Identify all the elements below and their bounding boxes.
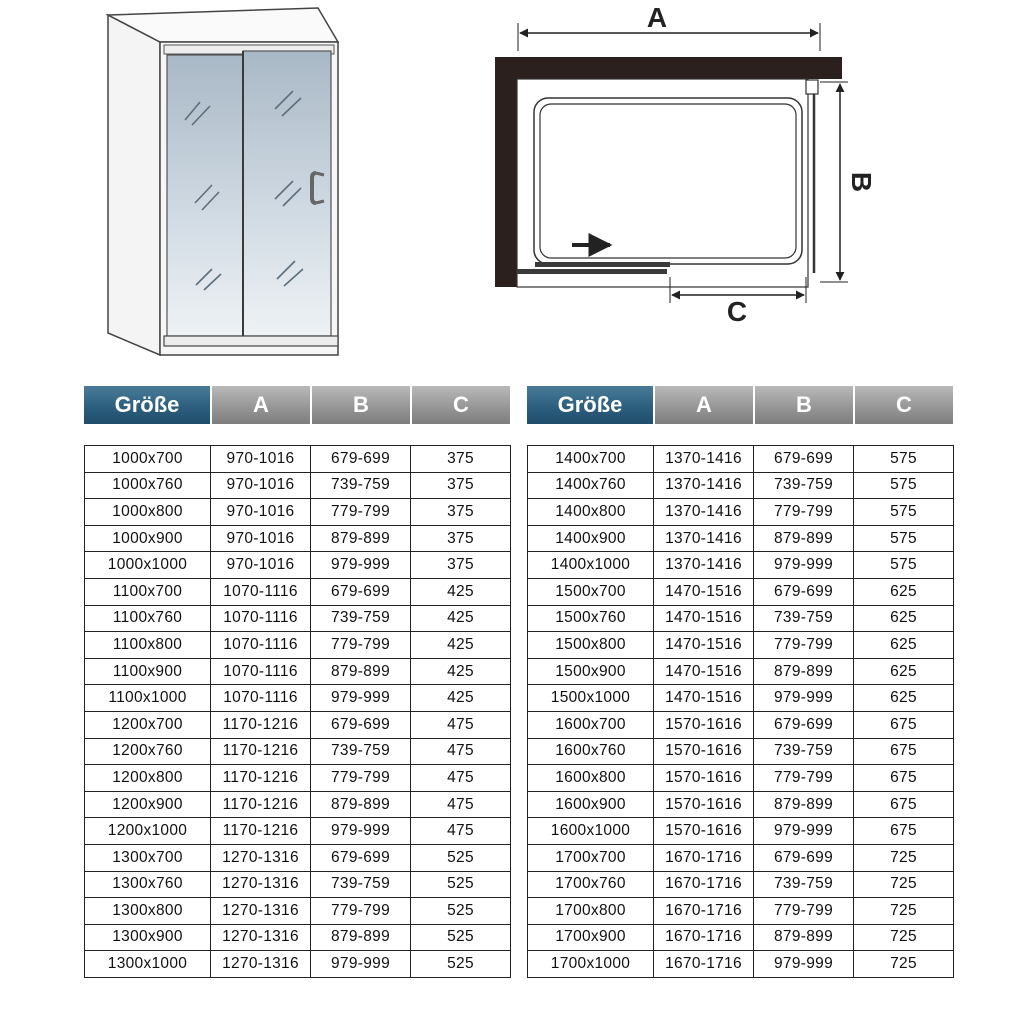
dimension-c-label: C <box>726 296 748 327</box>
dimension-c-cell: 525 <box>411 844 511 871</box>
wall-top <box>495 57 842 79</box>
table-row <box>85 738 511 765</box>
bottom-tray <box>164 336 338 346</box>
dimension-c-cell: 625 <box>854 685 954 712</box>
fixed-panel-rail <box>517 269 667 274</box>
size-cell: 1200x760 <box>85 738 211 765</box>
dimension-c-cell: 525 <box>411 951 511 978</box>
table-row <box>85 685 511 712</box>
dimension-a-cell: 1470-1516 <box>654 578 754 605</box>
table-row <box>528 791 954 818</box>
sliding-door-rail <box>535 262 670 267</box>
size-cell: 1300x700 <box>85 844 211 871</box>
size-cell: 1700x900 <box>528 924 654 951</box>
dimension-c-cell: 525 <box>411 924 511 951</box>
dimension-a-cell: 1070-1116 <box>211 658 311 685</box>
shower-door-illustration <box>100 5 350 365</box>
dimension-b-cell: 679-699 <box>754 711 854 738</box>
dimension-a-cell: 1370-1416 <box>654 499 754 526</box>
header-b: B <box>753 386 853 424</box>
dimension-a-cell: 1170-1216 <box>211 791 311 818</box>
dimension-a-cell: 1570-1616 <box>654 818 754 845</box>
dimension-b-cell: 679-699 <box>311 578 411 605</box>
dimension-c-cell: 675 <box>854 765 954 792</box>
dimension-a-cell: 1570-1616 <box>654 765 754 792</box>
dimension-b-cell: 679-699 <box>754 844 854 871</box>
dimension-b-cell: 739-759 <box>754 871 854 898</box>
dimension-c-cell: 725 <box>854 844 954 871</box>
size-cell: 1500x700 <box>528 578 654 605</box>
dimension-b-cell: 739-759 <box>754 738 854 765</box>
size-cell: 1300x1000 <box>85 951 211 978</box>
table-row <box>85 765 511 792</box>
table-row <box>85 898 511 925</box>
dimension-a-cell: 1570-1616 <box>654 738 754 765</box>
dimension-c-cell: 375 <box>411 472 511 499</box>
size-cell: 1400x760 <box>528 472 654 499</box>
table-row <box>85 924 511 951</box>
table-row <box>85 446 511 473</box>
dimension-b-cell: 979-999 <box>754 951 854 978</box>
dimension-b-cell: 739-759 <box>311 738 411 765</box>
dimension-b-cell: 979-999 <box>311 951 411 978</box>
dimension-b-cell: 779-799 <box>311 632 411 659</box>
dimension-c-cell: 675 <box>854 791 954 818</box>
table-row <box>528 578 954 605</box>
dimension-c-cell: 525 <box>411 871 511 898</box>
table-row <box>85 632 511 659</box>
table-header <box>527 386 953 424</box>
shower-tray <box>534 98 802 264</box>
size-cell: 1000x800 <box>85 499 211 526</box>
size-cell: 1400x800 <box>528 499 654 526</box>
dimension-c-cell: 575 <box>854 472 954 499</box>
size-cell: 1300x800 <box>85 898 211 925</box>
size-cell: 1200x700 <box>85 711 211 738</box>
side-wall <box>108 15 160 355</box>
header-a: A <box>210 386 310 424</box>
dimension-b-cell: 779-799 <box>754 898 854 925</box>
dimension-b-cell: 679-699 <box>754 446 854 473</box>
table-row <box>528 738 954 765</box>
dimension-b-cell: 779-799 <box>311 765 411 792</box>
dimension-b-cell: 979-999 <box>311 685 411 712</box>
dimension-a-cell: 1370-1416 <box>654 552 754 579</box>
dimension-c-cell: 575 <box>854 446 954 473</box>
dimension-c-cell: 375 <box>411 525 511 552</box>
header-groesse: Größe <box>84 386 210 424</box>
table-row <box>528 765 954 792</box>
header-c: C <box>410 386 510 424</box>
dimension-c-cell: 475 <box>411 738 511 765</box>
dimension-c-cell: 625 <box>854 658 954 685</box>
dimension-b-cell: 979-999 <box>311 818 411 845</box>
size-cell: 1000x1000 <box>85 552 211 579</box>
dimension-b-cell: 979-999 <box>311 552 411 579</box>
dimension-c-cell: 575 <box>854 499 954 526</box>
dimension-a-cell: 1270-1316 <box>211 844 311 871</box>
size-cell: 1100x900 <box>85 658 211 685</box>
table-row <box>85 844 511 871</box>
dimension-c-cell: 525 <box>411 898 511 925</box>
table-row <box>85 605 511 632</box>
wall-profile <box>806 80 818 94</box>
dimension-c-cell: 375 <box>411 499 511 526</box>
dimension-b-cell: 879-899 <box>754 791 854 818</box>
dimension-a-cell: 1270-1316 <box>211 871 311 898</box>
table-row <box>85 791 511 818</box>
dimension-b-cell: 739-759 <box>754 605 854 632</box>
table-row <box>528 658 954 685</box>
dimension-a-cell: 1670-1716 <box>654 898 754 925</box>
table-row <box>85 552 511 579</box>
dimension-c-cell: 425 <box>411 658 511 685</box>
dimension-a-cell: 970-1016 <box>211 552 311 579</box>
size-cell: 1100x760 <box>85 605 211 632</box>
size-cell: 1400x1000 <box>528 552 654 579</box>
table-row <box>85 525 511 552</box>
dimension-c-cell: 725 <box>854 898 954 925</box>
table-row <box>85 578 511 605</box>
table-row <box>528 632 954 659</box>
dimension-c-cell: 575 <box>854 552 954 579</box>
dimension-a-cell: 1570-1616 <box>654 791 754 818</box>
dimension-b-label: B <box>846 171 877 193</box>
table-row <box>528 951 954 978</box>
dimension-a-cell: 1270-1316 <box>211 924 311 951</box>
table-row <box>528 525 954 552</box>
dimension-a-cell: 1370-1416 <box>654 472 754 499</box>
size-cell: 1100x700 <box>85 578 211 605</box>
dimension-c-cell: 475 <box>411 765 511 792</box>
size-cell: 1700x700 <box>528 844 654 871</box>
dimension-b-cell: 879-899 <box>311 924 411 951</box>
dimension-a-cell: 1570-1616 <box>654 711 754 738</box>
dimension-a-cell: 1670-1716 <box>654 951 754 978</box>
dimension-b-cell: 879-899 <box>754 658 854 685</box>
dimension-b-cell: 979-999 <box>754 818 854 845</box>
dimension-b-cell: 779-799 <box>754 499 854 526</box>
dimension-b-cell: 979-999 <box>754 685 854 712</box>
dimension-c-cell: 675 <box>854 711 954 738</box>
size-cell: 1600x1000 <box>528 818 654 845</box>
dimension-b-cell: 779-799 <box>754 632 854 659</box>
dimension-b-cell: 879-899 <box>311 791 411 818</box>
size-cell: 1700x800 <box>528 898 654 925</box>
dimension-c-cell: 725 <box>854 871 954 898</box>
dimension-b-cell: 679-699 <box>754 578 854 605</box>
dimension-a-cell: 970-1016 <box>211 472 311 499</box>
dimension-a-cell: 1070-1116 <box>211 632 311 659</box>
size-table-body <box>84 445 511 978</box>
header-b: B <box>310 386 410 424</box>
table-row <box>528 818 954 845</box>
size-cell: 1300x900 <box>85 924 211 951</box>
dimension-c-cell: 475 <box>411 791 511 818</box>
dimension-a-cell: 1070-1116 <box>211 578 311 605</box>
dimension-b-cell: 679-699 <box>311 711 411 738</box>
dimension-a-cell: 1270-1316 <box>211 898 311 925</box>
dimension-a-cell: 1070-1116 <box>211 685 311 712</box>
dimension-a-cell: 1670-1716 <box>654 871 754 898</box>
dimension-c-cell: 425 <box>411 605 511 632</box>
dimension-b-cell: 739-759 <box>311 605 411 632</box>
size-cell: 1500x800 <box>528 632 654 659</box>
dimension-c-cell: 425 <box>411 578 511 605</box>
header-groesse: Größe <box>527 386 653 424</box>
dimension-b-cell: 679-699 <box>311 446 411 473</box>
dimension-c-cell: 625 <box>854 632 954 659</box>
table-header <box>84 386 510 424</box>
table-row <box>85 472 511 499</box>
size-table-right <box>527 386 953 978</box>
size-cell: 1500x760 <box>528 605 654 632</box>
size-cell: 1500x900 <box>528 658 654 685</box>
size-cell: 1400x700 <box>528 446 654 473</box>
table-row <box>85 951 511 978</box>
size-cell: 1000x900 <box>85 525 211 552</box>
dimension-a-cell: 1270-1316 <box>211 951 311 978</box>
header-c: C <box>853 386 953 424</box>
dimension-c-cell: 625 <box>854 578 954 605</box>
dimension-b-cell: 879-899 <box>754 525 854 552</box>
header-a: A <box>653 386 753 424</box>
size-cell: 1200x800 <box>85 765 211 792</box>
dimension-a-cell: 1370-1416 <box>654 525 754 552</box>
dimension-a-cell: 1470-1516 <box>654 632 754 659</box>
dimension-b-cell: 879-899 <box>754 924 854 951</box>
dimension-b-cell: 739-759 <box>311 871 411 898</box>
dimension-a-cell: 1470-1516 <box>654 605 754 632</box>
size-cell: 1200x900 <box>85 791 211 818</box>
size-table-body <box>527 445 954 978</box>
size-cell: 1100x800 <box>85 632 211 659</box>
size-cell: 1300x760 <box>85 871 211 898</box>
table-row <box>528 446 954 473</box>
size-cell: 1000x700 <box>85 446 211 473</box>
dimension-c-cell: 475 <box>411 711 511 738</box>
dimension-a-cell: 1670-1716 <box>654 924 754 951</box>
table-row <box>85 658 511 685</box>
dimension-a-cell: 1370-1416 <box>654 446 754 473</box>
dimension-a-cell: 1470-1516 <box>654 685 754 712</box>
plan-view-diagram <box>490 2 877 327</box>
dimension-c-cell: 375 <box>411 446 511 473</box>
table-row <box>85 499 511 526</box>
table-row <box>528 871 954 898</box>
size-cell: 1600x700 <box>528 711 654 738</box>
fixed-glass-panel <box>167 55 243 336</box>
table-row <box>528 499 954 526</box>
dimension-c-cell: 725 <box>854 951 954 978</box>
table-row <box>528 685 954 712</box>
dimension-c-cell: 425 <box>411 632 511 659</box>
dimension-a-cell: 1170-1216 <box>211 765 311 792</box>
table-row <box>528 711 954 738</box>
table-row <box>528 472 954 499</box>
dimension-b-cell: 979-999 <box>754 552 854 579</box>
dimension-a-cell: 970-1016 <box>211 446 311 473</box>
size-table-left <box>84 386 510 978</box>
table-row <box>528 605 954 632</box>
dimension-c-cell: 475 <box>411 818 511 845</box>
size-cell: 1400x900 <box>528 525 654 552</box>
dimension-c-cell: 675 <box>854 818 954 845</box>
dimension-c-cell: 425 <box>411 685 511 712</box>
dimension-c-cell: 575 <box>854 525 954 552</box>
table-row <box>528 898 954 925</box>
dimension-b-cell: 879-899 <box>311 658 411 685</box>
size-cell: 1700x1000 <box>528 951 654 978</box>
dimension-a-cell: 1070-1116 <box>211 605 311 632</box>
sliding-glass-panel <box>243 51 331 336</box>
dimension-b-cell: 739-759 <box>754 472 854 499</box>
table-row <box>85 818 511 845</box>
dimension-b-cell: 879-899 <box>311 525 411 552</box>
dimension-b-cell: 779-799 <box>311 898 411 925</box>
dimension-a-cell: 970-1016 <box>211 499 311 526</box>
size-cell: 1000x760 <box>85 472 211 499</box>
dimension-c-cell: 675 <box>854 738 954 765</box>
table-row <box>85 871 511 898</box>
dimension-a-cell: 1170-1216 <box>211 711 311 738</box>
dimension-b-cell: 779-799 <box>754 765 854 792</box>
dimension-c-cell: 625 <box>854 605 954 632</box>
size-cell: 1600x900 <box>528 791 654 818</box>
dimension-a-label: A <box>646 2 668 33</box>
table-row <box>85 711 511 738</box>
size-cell: 1600x760 <box>528 738 654 765</box>
table-row <box>528 924 954 951</box>
size-cell: 1700x760 <box>528 871 654 898</box>
dimension-a-cell: 1170-1216 <box>211 818 311 845</box>
dimension-b-cell: 739-759 <box>311 472 411 499</box>
table-row <box>528 552 954 579</box>
dimension-c-cell: 725 <box>854 924 954 951</box>
dimension-a-cell: 1170-1216 <box>211 738 311 765</box>
dimension-a-cell: 1670-1716 <box>654 844 754 871</box>
dimension-c-cell: 375 <box>411 552 511 579</box>
size-cell: 1600x800 <box>528 765 654 792</box>
table-row <box>528 844 954 871</box>
dimension-b-cell: 779-799 <box>311 499 411 526</box>
size-cell: 1500x1000 <box>528 685 654 712</box>
dimension-b-cell: 679-699 <box>311 844 411 871</box>
wall-left <box>495 57 517 287</box>
size-cell: 1100x1000 <box>85 685 211 712</box>
dimension-a-cell: 970-1016 <box>211 525 311 552</box>
dimension-a-cell: 1470-1516 <box>654 658 754 685</box>
size-cell: 1200x1000 <box>85 818 211 845</box>
